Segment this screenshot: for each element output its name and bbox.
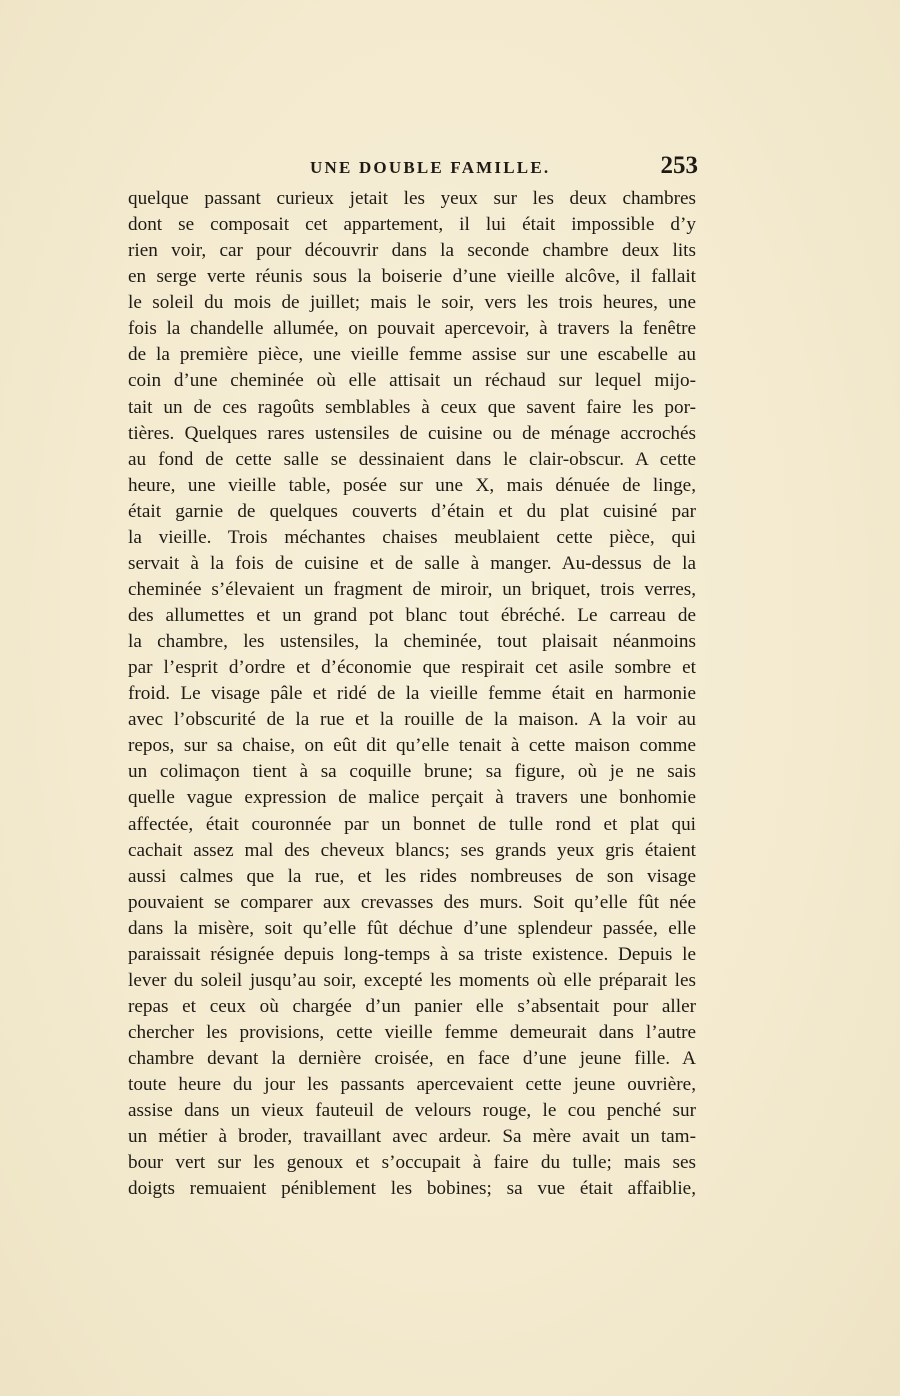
text-line: était garnie de quelques couverts d’étain et du plat cuisiné par	[128, 500, 696, 522]
text-line: servait à la fois de cuisine et de salle à manger. Au-dessus de la	[128, 552, 696, 574]
text-line: tait un de ces ragoûts semblables à ceux que savent faire les por-	[128, 396, 696, 418]
text-line: repos, sur sa chaise, on eût dit qu’elle tenait à cette maison comme	[128, 735, 696, 757]
text-line: coin d’une cheminée où elle attisait un réchaud sur lequel mijo-	[128, 370, 696, 392]
text-line: rien voir, car pour découvrir dans la seconde chambre deux lits	[128, 240, 696, 262]
body-text	[128, 186, 696, 1202]
text-line: repas et ceux où chargée d’un panier elle s’absentait pour aller	[128, 995, 696, 1017]
text-line: doigts remuaient péniblement les bobines; sa vue était affaiblie,	[128, 1178, 696, 1200]
text-line: fois la chandelle allumée, on pouvait apercevoir, à travers la fenêtre	[128, 318, 696, 340]
text-line: bour vert sur les genoux et s’occupait à faire du tulle; mais ses	[128, 1152, 696, 1174]
text-line: quelle vague expression de malice perçait à travers une bonhomie	[128, 787, 696, 809]
text-line: froid. Le visage pâle et ridé de la vieille femme était en harmonie	[128, 683, 696, 705]
text-line: la vieille. Trois méchantes chaises meublaient cette pièce, qui	[128, 526, 696, 548]
text-line: avec l’obscurité de la rue et la rouille de la maison. A la voir au	[128, 709, 696, 731]
text-line: dans la misère, soit qu’elle fût déchue d’une splendeur passée, elle	[128, 917, 696, 939]
text-line: la chambre, les ustensiles, la cheminée, tout plaisait néanmoins	[128, 631, 696, 653]
text-line: dont se composait cet appartement, il lui était impossible d’y	[128, 214, 696, 236]
text-line: assise dans un vieux fauteuil de velours rouge, le cou penché sur	[128, 1100, 696, 1122]
text-line: cheminée s’élevaient un fragment de miroir, un briquet, trois verres,	[128, 578, 696, 600]
text-line: un colimaçon tient à sa coquille brune; sa figure, où je ne sais	[128, 761, 696, 783]
text-line: par l’esprit d’ordre et d’économie que respirait cet asile sombre et	[128, 657, 696, 679]
text-line: tières. Quelques rares ustensiles de cuisine ou de ménage accrochés	[128, 422, 696, 444]
text-line: de la première pièce, une vieille femme assise sur une escabelle au	[128, 344, 696, 366]
text-line: lever du soleil jusqu’au soir, excepté les moments où elle préparait les	[128, 969, 696, 991]
text-line: paraissait résignée depuis long-temps à sa triste existence. Depuis le	[128, 943, 696, 965]
text-line: au fond de cette salle se dessinaient dans le clair-obscur. A cette	[128, 448, 696, 470]
text-line: cachait assez mal des cheveux blancs; ses grands yeux gris étaient	[128, 839, 696, 861]
page-header	[128, 150, 698, 186]
text-line: chercher les provisions, cette vieille femme demeurait dans l’autre	[128, 1022, 696, 1043]
text-line: le soleil du mois de juillet; mais le soir, vers les trois heures, une	[128, 292, 696, 314]
text-line: un métier à broder, travaillant avec ardeur. Sa mère avait un tam-	[128, 1126, 696, 1148]
running-title: UNE DOUBLE FAMILLE.	[310, 158, 551, 177]
text-line: heure, une vieille table, posée sur une X, mais dénuée de linge,	[128, 474, 696, 496]
text-line: des allumettes et un grand pot blanc tout ébréché. Le carreau de	[128, 605, 696, 626]
text-line: aussi calmes que la rue, et les rides nombreuses de son visage	[128, 865, 696, 887]
text-line: chambre devant la dernière croisée, en face d’une jeune fille. A	[128, 1048, 696, 1070]
page-number: 253	[660, 152, 698, 179]
text-line: en serge verte réunis sous la boiserie d’une vieille alcôve, il fallait	[128, 266, 696, 288]
text-line: pouvaient se comparer aux crevasses des murs. Soit qu’elle fût née	[128, 891, 696, 913]
text-line: affectée, était couronnée par un bonnet de tulle rond et plat qui	[128, 813, 696, 835]
text-line: toute heure du jour les passants apercevaient cette jeune ouvrière,	[128, 1074, 696, 1096]
text-line: quelque passant curieux jetait les yeux sur les deux chambres	[128, 188, 696, 209]
